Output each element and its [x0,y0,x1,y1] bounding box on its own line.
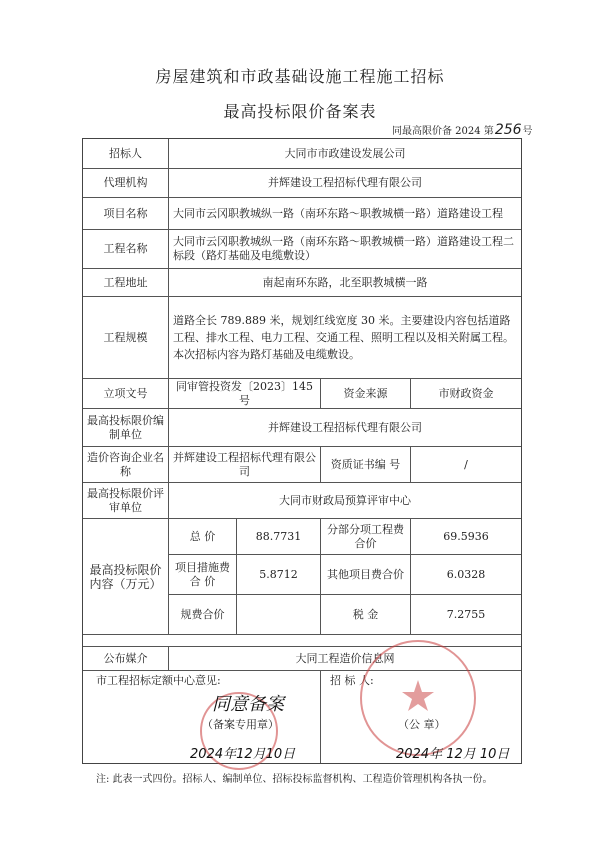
subitem-cost-value: 69.5936 [411,519,521,555]
form-subtitle: 最高投标限价备案表 [223,102,377,121]
compiler-label: 最高投标限价编制单位 [83,409,169,447]
consulting-label: 造价咨询企业名称 [83,447,169,483]
filing-code-prefix: 同最高限价备 2024 第 [392,126,494,137]
tax-label: 税 金 [321,595,411,635]
tenderer-value: 大同市市政建设发展公司 [169,139,521,169]
fund-source-value: 市财政资金 [411,379,521,409]
project-name-label: 项目名称 [83,198,169,230]
filing-code [392,122,533,139]
filing-date: 2024年12月10日 [190,747,296,762]
address-value: 南起南环东路，北至职教城横一路 [169,269,521,297]
compiler-value: 并辉建设工程招标代理有限公司 [169,409,521,447]
reviewer-value: 大同市财政局预算评审中心 [169,483,521,519]
fund-source-label: 资金来源 [321,379,411,409]
tenderer-signature-label: 招 标 人: [330,674,374,687]
engineering-name-label: 工程名称 [83,230,169,269]
cert-value: / [411,447,521,483]
approval-value: 同审管投资发〔2023〕145 号 [169,379,321,409]
scale-label: 工程规模 [83,297,169,379]
tenderer-seal-stamp [360,640,476,756]
consulting-value: 并辉建设工程招标代理有限公司 [169,447,321,483]
cert-label: 资质证书编 号 [321,447,411,483]
measures-cost-label: 项目措施费合 价 [169,555,237,595]
other-cost-label: 其他项目费合价 [321,555,411,595]
footnote: 注: 此表一式四份。招标人、编制单位、招标投标监督机构、工程造价管理机构各执一份。 [96,774,493,785]
filing-code-suffix: 号 [522,126,533,137]
agency-value: 并辉建设工程招标代理有限公司 [169,169,521,198]
fees-value [237,595,321,635]
media-label: 公布媒介 [83,647,169,671]
approval-label: 立项文号 [83,379,169,409]
official-seal-note: （公 章） [398,718,446,731]
total-price-value: 88.7731 [237,519,321,555]
seal-star-icon [362,642,474,754]
filing-code-number: 256 [494,122,522,138]
reviewer-label: 最高投标限价评审单位 [83,483,169,519]
engineering-name-value: 大同市云冈职教城纵一路（南环东路～职教城横一路）道路建设工程二标段（路灯基础及电缆敷设） [169,230,521,269]
price-content-label: 最高投标限价内容（万元） [83,519,169,635]
agency-label: 代理机构 [83,169,169,198]
tax-value: 7.2755 [411,595,521,635]
media-value: 大同工程造价信息网 [169,647,521,671]
approval-handwriting: 同意备案 [212,694,284,715]
subitem-cost-label: 分部分项工程费合价 [321,519,411,555]
project-name-value: 大同市云冈职教城纵一路（南环东路～职教城横一路）道路建设工程 [169,198,521,230]
center-opinion-label: 市工程招标定额中心意见: [96,674,221,687]
tenderer-date: 2024年 12月 10日 [396,747,510,762]
form-title: 房屋建筑和市政基础设施工程施工招标 [155,67,445,86]
filing-seal-note: （备案专用章） [202,718,279,731]
tenderer-label: 招标人 [83,139,169,169]
address-label: 工程地址 [83,269,169,297]
total-price-label: 总 价 [169,519,237,555]
other-cost-value: 6.0328 [411,555,521,595]
measures-cost-value: 5.8712 [237,555,321,595]
fees-label: 规费合价 [169,595,237,635]
scale-value: 道路全长 789.889 米，规划红线宽度 30 米。主要建设内容包括道路工程、排水工程、电力工程、交通工程、照明工程以及相关附属工程。本次招标内容为路灯基础及电缆敷设。 [169,297,521,379]
